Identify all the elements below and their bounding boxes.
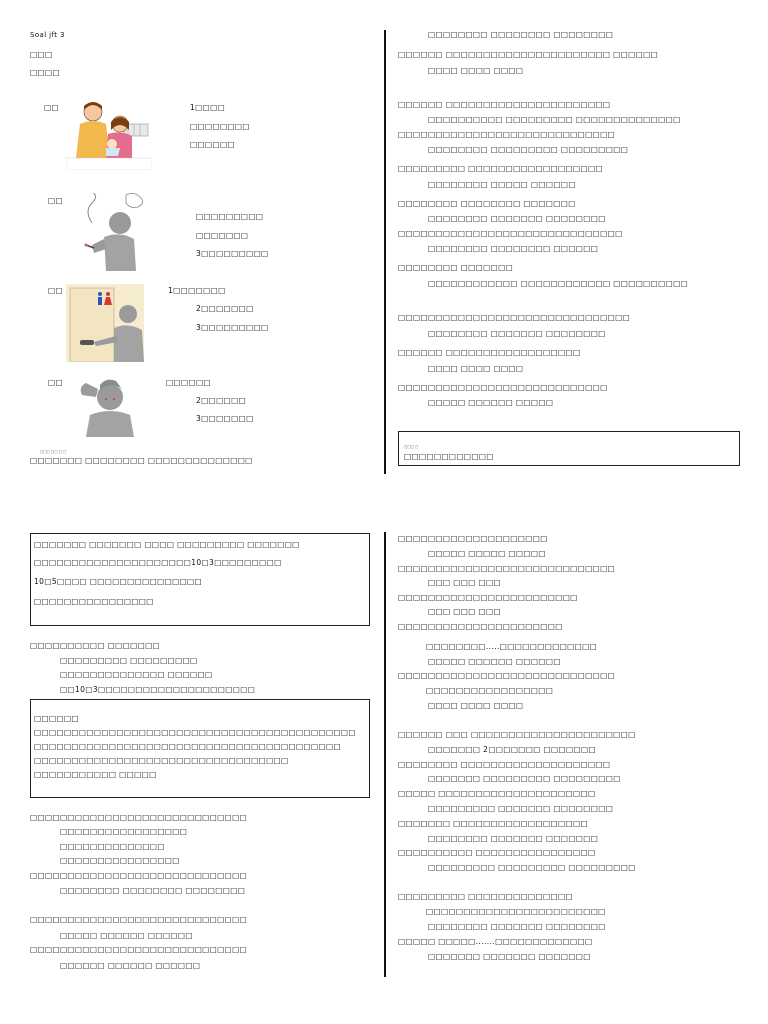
page-3-question-line: □□□□□□□□□□□□□□□□□□□□□□□□□□□□□ (30, 813, 248, 822)
question-4-option-2[interactable]: 2□□□□□□ (196, 396, 247, 405)
page-4-line: □□□□□□□□.....□□□□□□□□□□□□□ (426, 642, 598, 651)
page-2-line: □□□□□□□□ □□□□□□□ □□□□□□□□ (428, 214, 606, 223)
page-4-line: □□□□□□□□ □□□□□□□ □□□□□□□ (428, 834, 599, 843)
page-4-line: □□□□□□□ □□□□□□□ □□□□□□□ (428, 952, 591, 961)
page-2-line: □□□□□□ □□□□□□□□□□□□□□□□□□ (398, 348, 581, 357)
page-3-box1-line: □□□□□□□□□□□□□□□□ (34, 597, 154, 606)
question-1-number: □□ (44, 103, 59, 112)
page-4-line: □□□□□□□□□□□□□□□□□□□□□□□□□□□□□ (398, 564, 616, 573)
page-3-box2-line: □□□□□□□□□□□□□□□□□□□□□□□□□□□□□□□□□□□□□□□□□ (34, 742, 341, 751)
page-divider-bottom (384, 532, 386, 977)
page-2-line: □□□□□□□□□□ □□□□□□□□□ □□□□□□□□□□□□□□ (428, 115, 681, 124)
question-4-option-1[interactable]: □□□□□□ (166, 378, 211, 387)
question-1-option-3[interactable]: □□□□□□ (190, 140, 235, 149)
question-2-option-1[interactable]: □□□□□□□□□ (196, 212, 264, 221)
page-3-mid-line: □□□□□□□□□□□□□□ □□□□□□ (60, 670, 213, 679)
page-4-line: □□□□□□□□ □□□□□□□□□□□□□□□□□□□□ (398, 760, 611, 769)
page-3-question-line: □□□□□ □□□□□□ □□□□□□ (60, 931, 193, 940)
page-3-question-line: □□□□□□□□□□□□□□□□□ (60, 827, 188, 836)
page-2-line: □□□□□□ □□□□□□□□□□□□□□□□□□□□□□ (398, 100, 611, 109)
page-4-line: □□□□□ □□□□□□□□□□□□□□□□□□□□□ (398, 789, 596, 798)
page-4-line: □□□□□□□□□ □□□□□□□ □□□□□□□□ (428, 804, 614, 813)
smoking-man-illustration (70, 193, 150, 271)
page-2-line: □□□□□□□□□ □□□□□□□□□□□□□□□□□□ (398, 164, 603, 173)
page-4-line: □□□ □□□ □□□ (428, 607, 501, 616)
question-1-option-2[interactable]: □□□□□□□□ (190, 122, 250, 131)
page-4-line: □□□ □□□ □□□ (428, 578, 501, 587)
page-2-line: □□□□ □□□□ □□□□ (428, 66, 524, 75)
page-divider-top (384, 30, 386, 474)
page-3-question-line: □□□□□□□□ □□□□□□□□ □□□□□□□□ (60, 886, 246, 895)
page-3-question-line: □□□□□□□□□□□□□□ (60, 842, 165, 851)
question-3-option-3[interactable]: 3□□□□□□□□□ (196, 323, 269, 332)
page-2-line: □□□□□□□□□□□□□□□□□□□□□□□□□□□□ (398, 383, 608, 392)
page-2-line: □□□□□□□□□□□□□□□□□□□□□□□□□□□□□□ (398, 229, 623, 238)
page-3-box1-line: □□□□□□□□□□□□□□□□□□□□□10□3□□□□□□□□□ (34, 558, 282, 567)
page-4-line: □□□□□□□ □□□□□□□□□ □□□□□□□□□ (428, 774, 621, 783)
headache-man-illustration (76, 375, 142, 437)
page-4-line: □□□□ □□□□ □□□□ (428, 701, 524, 710)
page-1-header: Soal jft 3 (30, 31, 65, 39)
page-4-line: □□□□□□ □□□ □□□□□□□□□□□□□□□□□□□□□□ (398, 730, 636, 739)
page-4-line: □□□□□□□□□□□□□□□□□ (426, 686, 554, 695)
page-3-mid-line: □□□□□□□□□□ □□□□□□□ (30, 641, 161, 650)
page-4-line: □□□□□□□□□□□□□□□□□□□□□□□□□□□□□ (398, 671, 616, 680)
family-illustration (66, 100, 152, 170)
page-4-line: □□□□□□□□□ □□□□□□□□□ □□□□□□□□□ (428, 863, 636, 872)
page-1-line3: □□□□ (30, 68, 60, 77)
page-1-footer: □□□□□□□ □□□□□□□□ □□□□□□□□□□□□□□ (30, 456, 253, 465)
page-3-question-line: □□□□□□□□□□□□□□□□□□□□□□□□□□□□□ (30, 871, 248, 880)
page-2-line: □□□□□ □□□□□□ □□□□□ (428, 398, 554, 407)
page-2-line: □□□□□□□□ □□□□□□□□ □□□□□□ (428, 244, 599, 253)
question-2-number: □□ (48, 196, 63, 205)
question-1-option-1[interactable]: 1□□□□ (190, 103, 226, 112)
page-2-line: □□□□□□□□ □□□□□□□□ □□□□□□□ (398, 199, 576, 208)
page-2-line: □□□□□□□□□□□□ □□□□□□□□□□□□ □□□□□□□□□□ (428, 279, 689, 288)
question-2-option-2[interactable]: □□□□□□□ (196, 231, 249, 240)
page-4-line: □□□□□□□□□□□□□□□□□□□□□□□□ (398, 593, 578, 602)
page-2-line: □□□□□□□□ □□□□□□□□□ □□□□□□□□□ (428, 145, 629, 154)
page-2-line: □□□□□□ □□□□□□□□□□□□□□□□□□□□□□ □□□□□□ (398, 50, 659, 59)
page-4-line: □□□□□□□□□□□□□□□□□□□□□□ (398, 622, 563, 631)
question-4-option-3[interactable]: 3□□□□□□□ (196, 414, 254, 423)
page-3-box2-line: □□□□□□□□□□□□□□□□□□□□□□□□□□□□□□□□□□ (34, 756, 289, 765)
page-4-line: □□□□□□□□□□□□□□□□□□□□□□□□ (426, 907, 606, 916)
page-3-question-line: □□□□□□□□□□□□□□□□□□□□□□□□□□□□□ (30, 945, 248, 954)
page-1-line2: □□□ (30, 50, 53, 59)
page-3-mid-line: □□□□□□□□□ □□□□□□□□□ (60, 656, 198, 665)
page-2-box-text: □□□□□□□□□□□□ (404, 452, 494, 461)
page-2-line: □□□□□□□□ □□□□□ □□□□□□ (428, 180, 576, 189)
page-2-line: □□□□□□□□□□□□□□□□□□□□□□□□□□□□□ (398, 130, 616, 139)
page-3-mid-line: □□10□3□□□□□□□□□□□□□□□□□□□□□ (60, 685, 256, 694)
page-4-line: □□□□□ □□□□□□ □□□□□□ (428, 657, 561, 666)
question-3-option-2[interactable]: 2□□□□□□□ (196, 304, 254, 313)
page-3-box2-line: □□□□□□ (34, 714, 79, 723)
page-3-question-line: □□□□□□□□□□□□□□□□ (60, 856, 180, 865)
page-2-line: □□□□□□□□ □□□□□□□ (398, 263, 514, 272)
page-4-line: □□□□□□□ 2□□□□□□□ □□□□□□□ (428, 745, 596, 754)
page-3-box1-line: 10□5□□□□ □□□□□□□□□□□□□□□ (34, 577, 203, 586)
page-3-box2-line: □□□□□□□□□□□□□□□□□□□□□□□□□□□□□□□□□□□□□□□□□□□ (34, 728, 356, 737)
question-3-number: □□ (48, 286, 63, 295)
restroom-door-illustration (66, 284, 144, 362)
page-2-box-ruby: □□□ □ (404, 445, 419, 449)
question-2-option-3[interactable]: 3□□□□□□□□□ (196, 249, 269, 258)
page-1-footer-ruby: □□□ □□ □ □ (40, 450, 67, 454)
page-2-line: □□□□□□□□□□□□□□□□□□□□□□□□□□□□□□□ (398, 313, 631, 322)
page-3-box2-line: □□□□□□□□□□□ □□□□□ (34, 770, 157, 779)
page-4-line: □□□□□ □□□□□ □□□□□ (428, 549, 546, 558)
question-4-number: □□ (48, 378, 63, 387)
page-4-line: □□□□□□□□□ □□□□□□□□□□□□□□ (398, 892, 573, 901)
page-3-question-line: □□□□□□□□□□□□□□□□□□□□□□□□□□□□□ (30, 915, 248, 924)
page-2-line: □□□□□□□□ □□□□□□□ □□□□□□□□ (428, 329, 606, 338)
page-2-line: □□□□□□□□ □□□□□□□□ □□□□□□□□ (428, 30, 614, 39)
page-3-question-line: □□□□□□ □□□□□□ □□□□□□ (60, 961, 201, 970)
page-3-box1-line: □□□□□□□ □□□□□□□ □□□□ □□□□□□□□□ □□□□□□□ (34, 540, 300, 549)
page-4-line: □□□□□□□□□□□□□□□□□□□□ (398, 534, 548, 543)
page-4-line: □□□□□□□ □□□□□□□□□□□□□□□□□□ (398, 819, 588, 828)
page-4-line: □□□□□□□□□□ □□□□□□□□□□□□□□□□ (398, 848, 596, 857)
page-4-line: □□□□□□□□ □□□□□□□ □□□□□□□□ (428, 922, 606, 931)
question-3-option-1[interactable]: 1□□□□□□□ (168, 286, 226, 295)
page-4-line: □□□□□ □□□□□.......□□□□□□□□□□□□□ (398, 937, 593, 946)
page-2-line: □□□□ □□□□ □□□□ (428, 364, 524, 373)
